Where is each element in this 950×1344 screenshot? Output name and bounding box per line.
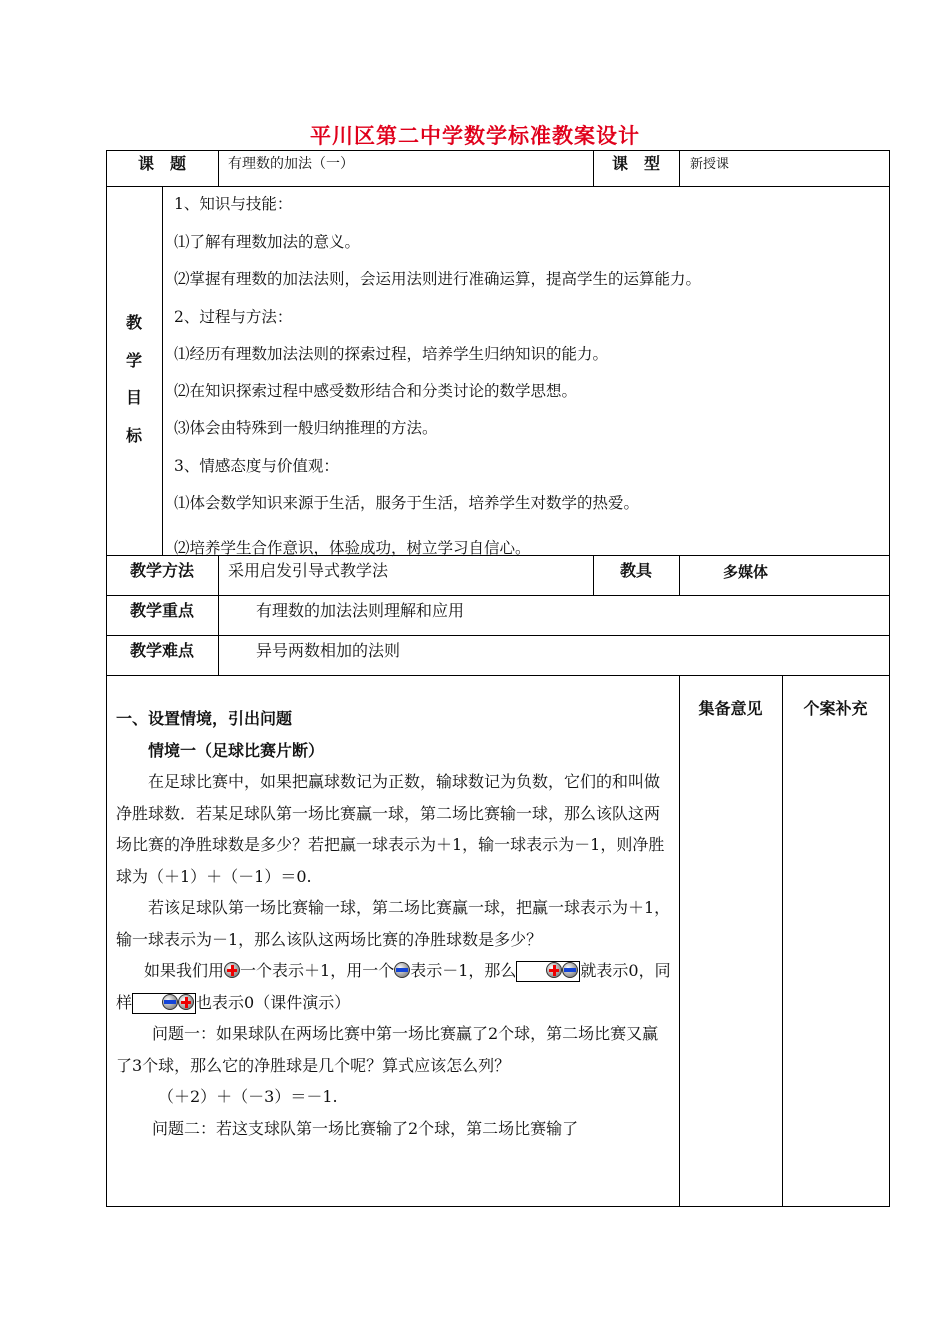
text-segment: 表示－1，那么 bbox=[410, 961, 517, 980]
positive-ball-icon bbox=[546, 962, 562, 978]
objective-line: ⑶体会由特殊到一般归纳推理的方法。 bbox=[174, 419, 438, 437]
positive-ball-icon bbox=[178, 994, 194, 1010]
table-border bbox=[106, 150, 890, 151]
table-divider bbox=[218, 595, 219, 675]
table-divider bbox=[679, 555, 680, 595]
lesson-plan-table bbox=[106, 150, 890, 1207]
key-point-value: 有理数的加法法则理解和应用 bbox=[256, 601, 465, 620]
objective-line: ⑴了解有理数加法的意义。 bbox=[174, 233, 361, 251]
text-segment: 也表示0（课件演示） bbox=[196, 992, 351, 1012]
difficulty-value: 异号两数相加的法则 bbox=[256, 641, 401, 660]
objective-line: ⑴体会数学知识来源于生活，服务于生活，培养学生对数学的热爱。 bbox=[174, 494, 640, 512]
table-divider bbox=[106, 675, 890, 676]
objective-line: 2、过程与方法： bbox=[174, 308, 293, 326]
question: 问题二：若这支球队第一场比赛输了2个球，第二场比赛输了 bbox=[152, 1118, 579, 1138]
objective-line: ⑵掌握有理数的加法法则，会运用法则进行准确运算，提高学生的运算能力。 bbox=[174, 270, 702, 288]
table-divider bbox=[106, 186, 890, 187]
type-label: 课 型 bbox=[611, 154, 660, 173]
scenario-heading: 情境一（足球比赛片断） bbox=[148, 740, 325, 760]
objectives-label-char: 教 bbox=[125, 313, 142, 332]
equation: （＋2）＋（－3）＝－1. bbox=[158, 1087, 338, 1106]
paragraph-with-balls bbox=[116, 955, 672, 1018]
negative-ball-icon bbox=[162, 994, 178, 1010]
table-divider bbox=[218, 555, 219, 595]
table-divider bbox=[106, 595, 890, 596]
section-heading: 一、设置情境，引出问题 bbox=[116, 709, 293, 728]
collective-opinion-header: 集备意见 bbox=[698, 699, 763, 718]
paragraph: 在足球比赛中，如果把赢球数记为正数，输球数记为负数，它们的和叫做净胜球数．若某足球队第一场比赛赢一球，第二场比赛输一球，那么该队这两场比赛的净胜球数是多少？若把赢一球表示为＋1，输一球表示为－1，则净胜球为（＋1）＋（－1）＝0. bbox=[116, 772, 665, 886]
text-segment: 就表示0，同样 bbox=[116, 961, 671, 1012]
table-divider bbox=[218, 150, 219, 186]
tool-value: 多媒体 bbox=[723, 563, 769, 581]
question: 问题一：如果球队在两场比赛中第一场比赛赢了2个球，第二场比赛又赢了3个球，那么它的净胜球是几个呢？算式应该怎么列？ bbox=[116, 1024, 659, 1075]
method-value: 采用启发引导式教学法 bbox=[228, 561, 389, 580]
table-divider bbox=[782, 675, 783, 1207]
table-border bbox=[106, 1206, 890, 1207]
ball-pair-icon bbox=[132, 993, 196, 1014]
page-title: 平川区第二中学数学标准教案设计 bbox=[310, 124, 640, 148]
negative-ball-icon bbox=[394, 962, 410, 978]
tool-label: 教具 bbox=[619, 561, 652, 580]
table-border bbox=[889, 150, 890, 1207]
objectives-label bbox=[106, 304, 162, 454]
table-divider bbox=[679, 675, 680, 1207]
table-divider bbox=[106, 635, 890, 636]
ball-pair-icon bbox=[516, 961, 580, 982]
objectives-label-char: 标 bbox=[125, 425, 142, 445]
table-divider bbox=[162, 186, 163, 555]
positive-ball-icon bbox=[224, 962, 240, 978]
text-segment: 一个表示＋1，用一个 bbox=[240, 961, 395, 980]
topic-value: 有理数的加法（一） bbox=[228, 156, 354, 172]
type-value: 新授课 bbox=[690, 157, 730, 172]
negative-ball-icon bbox=[562, 962, 578, 978]
objective-line: 3、情感态度与价值观： bbox=[174, 457, 339, 475]
objectives-label-char: 学 bbox=[125, 350, 142, 370]
difficulty-label: 教学难点 bbox=[129, 641, 194, 660]
table-divider bbox=[679, 150, 680, 186]
method-label: 教学方法 bbox=[129, 561, 194, 580]
objective-line: ⑵培养学生合作意识，体验成功，树立学习自信心。 bbox=[174, 539, 531, 557]
objective-line: ⑴经历有理数加法法则的探索过程，培养学生归纳知识的能力。 bbox=[174, 345, 609, 363]
topic-label: 课 题 bbox=[137, 154, 186, 173]
objective-line: 1、知识与技能： bbox=[174, 195, 293, 213]
objective-line: ⑵在知识探索过程中感受数形结合和分类讨论的数学思想。 bbox=[174, 382, 578, 400]
paragraph: 若该足球队第一场比赛输一球，第二场比赛赢一球，把赢一球表示为＋1，输一球表示为－1，那么该队这两场比赛的净胜球数是多少？ bbox=[116, 898, 671, 949]
lesson-body bbox=[116, 703, 672, 1144]
objectives-label-char: 目 bbox=[125, 388, 142, 407]
key-point-label: 教学重点 bbox=[129, 601, 194, 620]
text-segment: 如果我们用 bbox=[144, 961, 225, 980]
individual-supplement-header: 个案补充 bbox=[803, 699, 868, 718]
